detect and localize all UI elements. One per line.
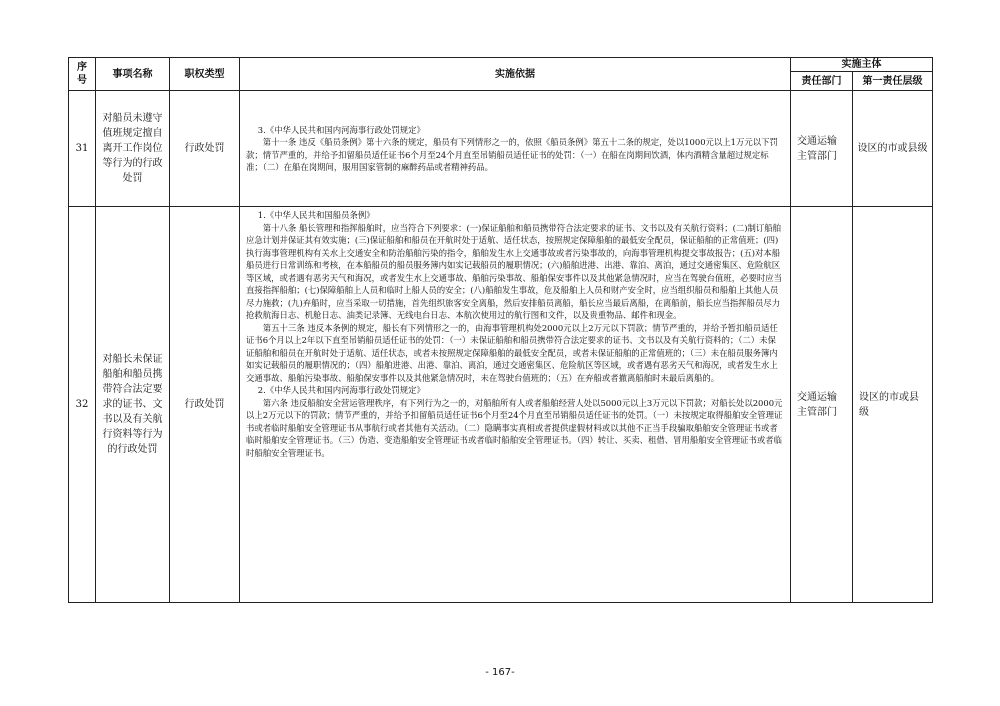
basis-law-title: 1.《中华人民共和国船员条例》 bbox=[257, 210, 375, 220]
header-power-type: 职权类型 bbox=[170, 58, 240, 91]
row-first-level: 设区的市或县级 bbox=[853, 207, 933, 603]
table-row bbox=[69, 91, 933, 207]
basis-article: 第十八条 船长管理和指挥船舶时，应当符合下列要求：(一)保证船舶和船员携带符合法定要求的证书、文书以及有关航行资料；(二)制订船舶应急计划并保证其有效实施；(三)保证船舶和船员在开航时处于适航、适任状态，按照规定保障船舶的最低安全配员，保证船舶的正常值班；(四)执行海事管理机构有关水上交通安全和防治船舶污染的指令，船舶发生水上交通事故或者污染事故的，向海事管理机构提交事故报告；(五)对本船船员进行日常训练和考核，在本船船员的船员服务簿内如实记载船员的履职情况；(六)船舶进港、出港、靠泊、离泊，通过交通密集区、危险航区等区域，或者遇有恶劣天气和海况，或者发生水上交通事故、船舶污染事故、船舶保安事件以及其他紧急情况时，应当在驾驶台值班，必要时应当直接指挥船舶；(七)保障船舶上人员和临时上船人员的安全；(八)船舶发生事故，危及船舶上人员和财产安全时，应当组织船员和船舶上其他人员尽力施救；(九)弃船时，应当采取一切措施，首先组织旅客安全离船，然后安排船员离船，船长应当最后离船，在离船前，船长应当指挥船员尽力抢救航海日志、机舱日志、油类记录簿、无线电台日志、本航次使用过的航行图和文件，以及贵重物品、邮件和现金。 bbox=[246, 222, 782, 320]
row-power-type: 行政处罚 bbox=[170, 91, 240, 207]
row-first-level: 设区的市或县级 bbox=[853, 91, 933, 207]
row-responsible-dept: 交通运输主管部门 bbox=[791, 91, 853, 207]
row-item-name: 对船长未保证船舶和船员携带符合法定要求的证书、文书以及有关航行资料等行为的行政处罚 bbox=[96, 207, 170, 603]
header-responsible-dept: 责任部门 bbox=[791, 72, 853, 91]
header-seq: 序 号 bbox=[69, 58, 96, 91]
page-number: - 167- bbox=[485, 667, 515, 678]
basis-law-title: 2.《中华人民共和国内河海事行政处罚规定》 bbox=[257, 385, 425, 395]
row-seq: 32 bbox=[69, 207, 96, 603]
header-first-level: 第一责任层级 bbox=[853, 72, 933, 91]
row-power-type: 行政处罚 bbox=[170, 207, 240, 603]
basis-article: 第十一条 违反《船员条例》第十六条的规定，船员有下列情形之一的，依照《船员条例》第五十二条的规定，处以1000元以上1万元以下罚款；情节严重的，并给予扣留船员适任证书6个月至24个月直至吊销船员适任证书的处罚：（一）在船在岗期间饮酒，体内酒精含量超过规定标准；（二）在船在岗期间，服用国家管制的麻醉药品或者精神药品。 bbox=[246, 137, 778, 172]
table-row bbox=[69, 207, 933, 603]
header-item-name: 事项名称 bbox=[96, 58, 170, 91]
basis-article: 第五十三条 违反本条例的规定，船长有下列情形之一的，由海事管理机构处2000元以上2万元以下罚款；情节严重的，并给予暂扣船员适任证书6个月以上2年以下直至吊销船员适任证书的处罚：（一）未保证船舶和船员携带符合法定要求的证书、文书以及有关航行资料的；（二）未保证船舶和船员在开航时处于适航、适任状态，或者未按照规定保障船舶的最低安全配员，或者未保证船舶的正常值班的；（三）未在船员服务簿内如实记载船员的履职情况的；（四）船舶进港、出港、靠泊、离泊，通过交通密集区、危险航区等区域，或者遇有恶劣天气和海况，或者发生水上交通事故、船舶污染事故、船舶保安事件以及其他紧急情况时，未在驾驶台值班的；（五）在弃船或者撤离船舶时未最后离船的。 bbox=[246, 322, 778, 383]
row-responsible-dept: 交通运输主管部门 bbox=[791, 207, 853, 603]
header-basis: 实施依据 bbox=[240, 58, 791, 91]
basis-article: 第六条 违反船舶安全营运管理秩序，有下列行为之一的，对船舶所有人或者船舶经营人处以5000元以上3万元以下罚款；对船长处以2000元以上2万元以下的罚款；情节严重的，并给予扣留船员适任证书6个月至24个月直至吊销船员适任证书的处罚。（一）未按规定取得船舶安全管理证书或者临时船舶安全管理证书从事航行或者其他有关活动。（二）隐瞒事实真相或者提供虚假材料或以其他不正当手段骗取船舶安全管理证书或者临时船舶安全管理证书。（三）伪造、变造船舶安全管理证书或者临时船舶安全管理证书。（四）转让、买卖、租借、冒用船舶安全管理证书或者临时船舶安全管理证书。 bbox=[246, 397, 783, 458]
header-subject: 实施主体 bbox=[791, 58, 933, 72]
row-item-name: 对船员未遵守值班规定擅自离开工作岗位等行为的行政处罚 bbox=[96, 91, 170, 207]
row-basis bbox=[240, 91, 791, 207]
row-seq: 31 bbox=[69, 91, 96, 207]
row-basis bbox=[240, 207, 791, 603]
basis-law-title: 3.《中华人民共和国内河海事行政处罚规定》 bbox=[257, 124, 425, 135]
enforcement-table bbox=[68, 57, 933, 603]
